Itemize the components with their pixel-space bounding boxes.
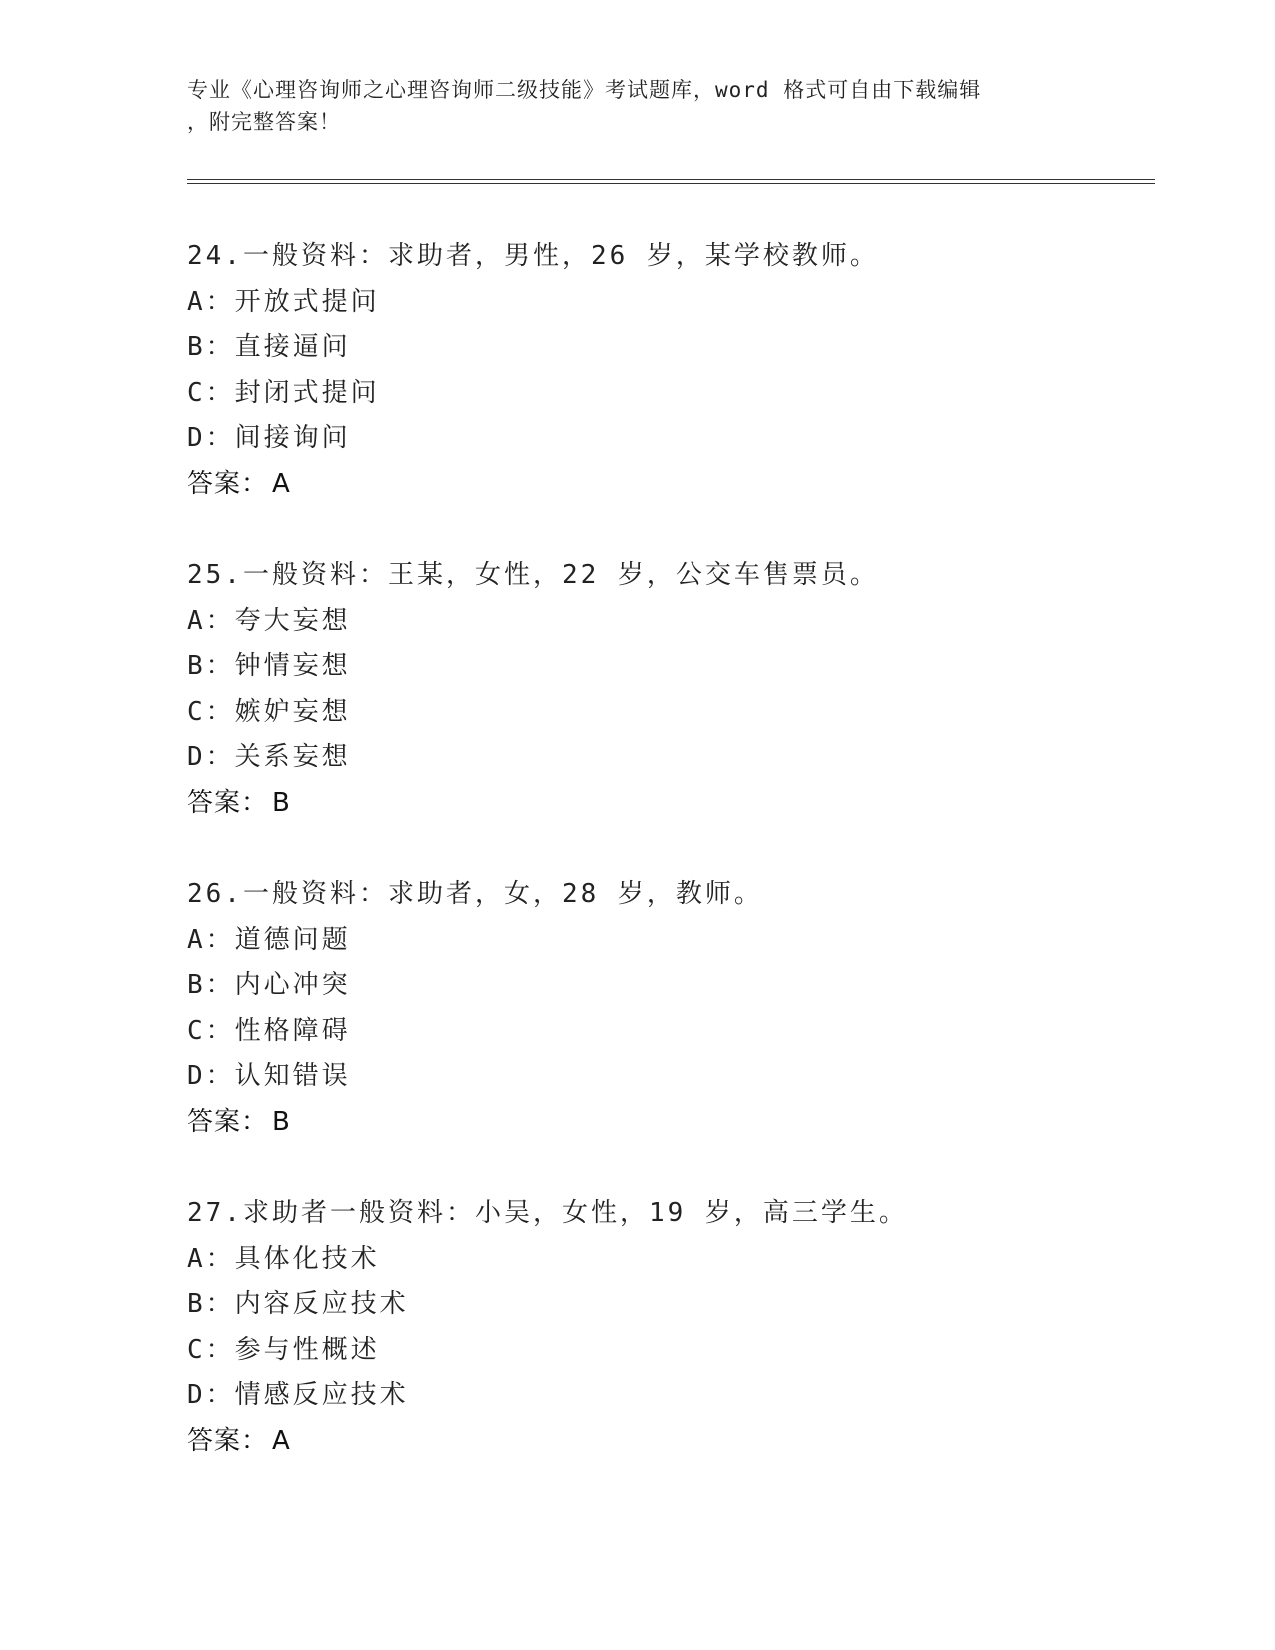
question-stem: 26.一般资料：求助者，女，28 岁，教师。	[187, 879, 763, 909]
option-d: D：情感反应技术	[187, 1380, 409, 1410]
answer-line	[187, 1100, 1155, 1146]
question-26	[187, 872, 1155, 1145]
answer-value: B	[272, 1106, 290, 1137]
document-header	[187, 74, 1087, 138]
option-d: D：关系妄想	[187, 742, 351, 772]
option-a: A：道德问题	[187, 924, 351, 955]
header-line-2: ，附完整答案！	[187, 110, 341, 134]
answer-value: A	[272, 1425, 290, 1456]
option-a: A：具体化技术	[187, 1243, 380, 1274]
answer-line	[187, 781, 1155, 827]
header-divider-bottom	[187, 183, 1155, 184]
question-stem: 27.求助者一般资料：小吴，女性，19 岁，高三学生。	[187, 1198, 908, 1228]
header-divider-top	[187, 179, 1155, 180]
answer-label: 答案：	[187, 1106, 269, 1137]
answer-value: A	[272, 468, 290, 499]
question-24	[187, 234, 1155, 507]
option-d: D：认知错误	[187, 1061, 351, 1091]
answer-label: 答案：	[187, 787, 269, 818]
option-c: C：参与性概述	[187, 1334, 380, 1365]
question-27	[187, 1191, 1155, 1464]
question-stem: 25.一般资料：王某，女性，22 岁，公交车售票员。	[187, 560, 879, 590]
option-c: C：封闭式提问	[187, 377, 380, 408]
option-b: B：直接逼问	[187, 332, 351, 362]
answer-label: 答案：	[187, 468, 269, 499]
option-b: B：内心冲突	[187, 970, 351, 1000]
option-c: C：嫉妒妄想	[187, 696, 351, 727]
header-line-1: 专业《心理咨询师之心理咨询师二级技能》考试题库，word 格式可自由下载编辑	[187, 78, 982, 102]
option-c: C：性格障碍	[187, 1015, 351, 1046]
option-b: B：内容反应技术	[187, 1289, 409, 1319]
option-a: A：开放式提问	[187, 286, 380, 317]
option-a: A：夸大妄想	[187, 605, 351, 636]
answer-label: 答案：	[187, 1425, 269, 1456]
answer-value: B	[272, 787, 290, 818]
option-d: D：间接询问	[187, 423, 351, 453]
question-25	[187, 553, 1155, 826]
answer-line	[187, 1419, 1155, 1465]
answer-line	[187, 462, 1155, 508]
question-stem: 24.一般资料：求助者，男性，26 岁，某学校教师。	[187, 241, 879, 271]
option-b: B：钟情妄想	[187, 651, 351, 681]
